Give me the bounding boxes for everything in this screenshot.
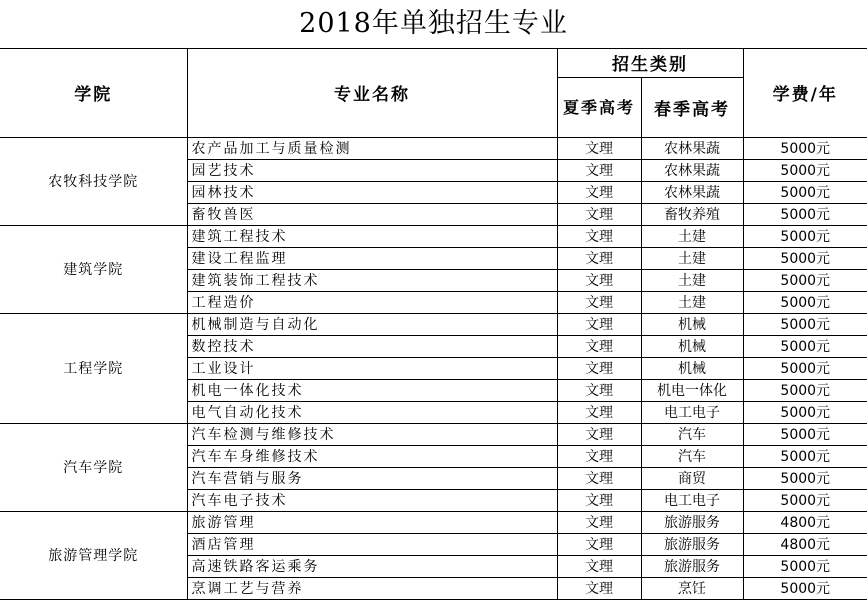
header-college: 学院: [0, 49, 187, 137]
major-name: 汽车检测与维修技术: [187, 423, 557, 445]
spring-category: 农林果蔬: [641, 181, 743, 203]
summer-category: 文理: [557, 225, 641, 247]
header-category: 招生类别: [557, 49, 743, 77]
spring-category: 商贸: [641, 467, 743, 489]
major-name: 汽车车身维修技术: [187, 445, 557, 467]
tuition-fee: 5000元: [743, 379, 867, 401]
summer-category: 文理: [557, 467, 641, 489]
major-name: 酒店管理: [187, 533, 557, 555]
spring-category: 电工电子: [641, 401, 743, 423]
spring-category: 畜牧养殖: [641, 203, 743, 225]
header-spring: 春季高考: [641, 77, 743, 137]
spring-category: 汽车: [641, 423, 743, 445]
tuition-fee: 5000元: [743, 467, 867, 489]
summer-category: 文理: [557, 313, 641, 335]
spring-category: 土建: [641, 247, 743, 269]
major-name: 数控技术: [187, 335, 557, 357]
major-name: 烹调工艺与营养: [187, 577, 557, 599]
spring-category: 旅游服务: [641, 555, 743, 577]
spring-category: 汽车: [641, 445, 743, 467]
summer-category: 文理: [557, 445, 641, 467]
tuition-fee: 5000元: [743, 291, 867, 313]
spring-category: 农林果蔬: [641, 137, 743, 159]
major-name: 建筑装饰工程技术: [187, 269, 557, 291]
summer-category: 文理: [557, 269, 641, 291]
tuition-fee: 5000元: [743, 423, 867, 445]
table-row: [0, 225, 867, 247]
major-name: 旅游管理: [187, 511, 557, 533]
tuition-fee: 5000元: [743, 577, 867, 599]
major-name: 工业设计: [187, 357, 557, 379]
summer-category: 文理: [557, 335, 641, 357]
major-name: 建设工程监理: [187, 247, 557, 269]
header-summer: 夏季高考: [557, 77, 641, 137]
college-name: 建筑学院: [0, 225, 187, 313]
majors-table: [0, 49, 867, 600]
spring-category: 农林果蔬: [641, 159, 743, 181]
summer-category: 文理: [557, 423, 641, 445]
major-name: 汽车营销与服务: [187, 467, 557, 489]
spring-category: 机电一体化: [641, 379, 743, 401]
spring-category: 土建: [641, 269, 743, 291]
summer-category: 文理: [557, 203, 641, 225]
major-name: 畜牧兽医: [187, 203, 557, 225]
summer-category: 文理: [557, 247, 641, 269]
tuition-fee: 5000元: [743, 137, 867, 159]
summer-category: 文理: [557, 159, 641, 181]
tuition-fee: 5000元: [743, 357, 867, 379]
college-name: 旅游管理学院: [0, 511, 187, 599]
tuition-fee: 4800元: [743, 511, 867, 533]
college-name: 农牧科技学院: [0, 137, 187, 225]
major-name: 高速铁路客运乘务: [187, 555, 557, 577]
major-name: 农产品加工与质量检测: [187, 137, 557, 159]
tuition-fee: 5000元: [743, 159, 867, 181]
tuition-fee: 5000元: [743, 335, 867, 357]
spring-category: 机械: [641, 335, 743, 357]
header-major: 专业名称: [187, 49, 557, 137]
spring-category: 电工电子: [641, 489, 743, 511]
summer-category: 文理: [557, 533, 641, 555]
tuition-fee: 5000元: [743, 247, 867, 269]
spring-category: 旅游服务: [641, 511, 743, 533]
summer-category: 文理: [557, 511, 641, 533]
major-name: 电气自动化技术: [187, 401, 557, 423]
tuition-fee: 5000元: [743, 401, 867, 423]
major-name: 工程造价: [187, 291, 557, 313]
tuition-fee: 5000元: [743, 203, 867, 225]
spring-category: 机械: [641, 313, 743, 335]
table-row: [0, 511, 867, 533]
tuition-fee: 5000元: [743, 225, 867, 247]
tuition-fee: 5000元: [743, 181, 867, 203]
major-name: 建筑工程技术: [187, 225, 557, 247]
summer-category: 文理: [557, 401, 641, 423]
major-name: 机械制造与自动化: [187, 313, 557, 335]
summer-category: 文理: [557, 555, 641, 577]
tuition-fee: 5000元: [743, 489, 867, 511]
college-name: 工程学院: [0, 313, 187, 423]
major-name: 机电一体化技术: [187, 379, 557, 401]
tuition-fee: 4800元: [743, 533, 867, 555]
tuition-fee: 5000元: [743, 313, 867, 335]
table-row: [0, 137, 867, 159]
tuition-fee: 5000元: [743, 445, 867, 467]
summer-category: 文理: [557, 577, 641, 599]
summer-category: 文理: [557, 379, 641, 401]
tuition-fee: 5000元: [743, 269, 867, 291]
major-name: 汽车电子技术: [187, 489, 557, 511]
header-fee: 学费/年: [743, 49, 867, 137]
college-name: 汽车学院: [0, 423, 187, 511]
tuition-fee: 5000元: [743, 555, 867, 577]
spring-category: 土建: [641, 225, 743, 247]
summer-category: 文理: [557, 181, 641, 203]
summer-category: 文理: [557, 357, 641, 379]
page-title: 2018年单独招生专业: [0, 0, 867, 49]
spring-category: 烹饪: [641, 577, 743, 599]
spring-category: 旅游服务: [641, 533, 743, 555]
table-row: [0, 423, 867, 445]
spring-category: 土建: [641, 291, 743, 313]
major-name: 园艺技术: [187, 159, 557, 181]
summer-category: 文理: [557, 137, 641, 159]
major-name: 园林技术: [187, 181, 557, 203]
spring-category: 机械: [641, 357, 743, 379]
summer-category: 文理: [557, 489, 641, 511]
table-row: [0, 313, 867, 335]
summer-category: 文理: [557, 291, 641, 313]
